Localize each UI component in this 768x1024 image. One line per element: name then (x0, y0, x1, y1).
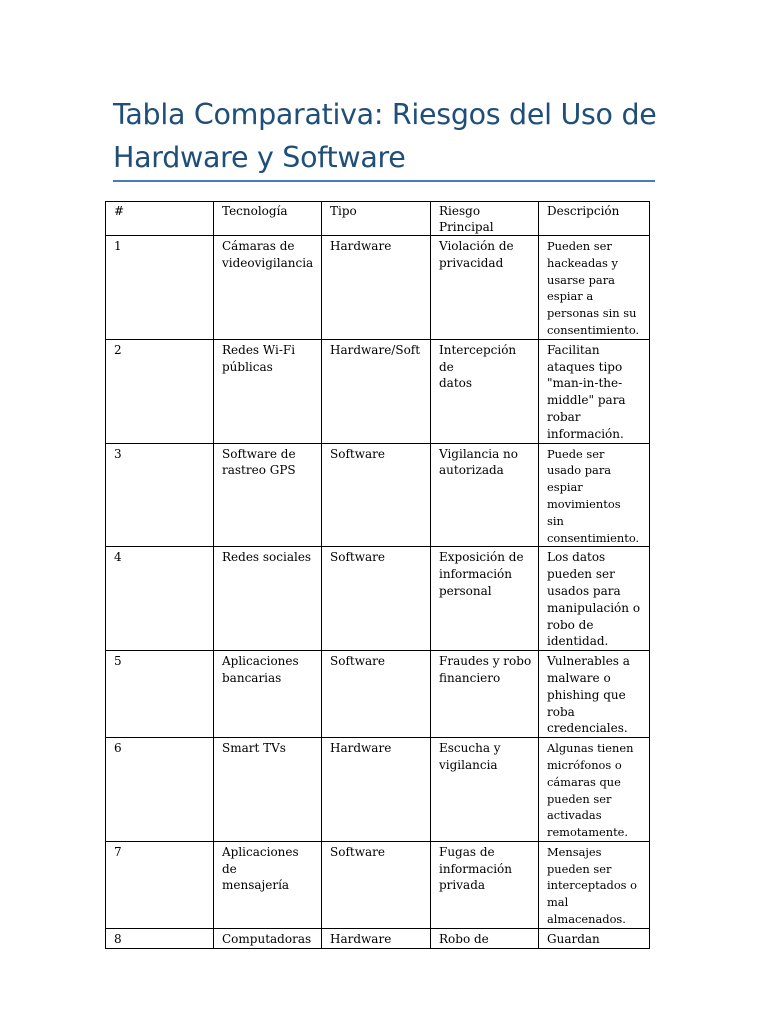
cell-type: Software (322, 443, 431, 547)
cell-risk: Vigilancia no autorizada (431, 443, 539, 547)
table-row (106, 928, 650, 948)
title-underline (113, 180, 655, 182)
header-cell-type: Tipo (322, 202, 431, 236)
cell-number: 4 (106, 547, 214, 651)
cell-number: 2 (106, 339, 214, 443)
header-cell-risk: Riesgo Principal (431, 202, 539, 236)
cell-description: Facilitan ataques tipo "man-in-the- middle" para robar información. (539, 339, 650, 443)
cell-technology: Redes Wi-Fi públicas (214, 339, 322, 443)
cell-description: Los datos pueden ser usados para manipulación o robo de identidad. (539, 547, 650, 651)
cell-type: Software (322, 547, 431, 651)
cell-risk: Exposición de información personal (431, 547, 539, 651)
cell-technology: Cámaras de videovigilancia (214, 236, 322, 340)
header-cell-number: # (106, 202, 214, 236)
table-row (106, 651, 650, 738)
cell-risk: Fraudes y robo financiero (431, 651, 539, 738)
header-cell-description: Descripción (539, 202, 650, 236)
cell-risk: Violación de privacidad (431, 236, 539, 340)
comparison-table (105, 201, 650, 949)
cell-type: Software (322, 651, 431, 738)
cell-description: Vulnerables a malware o phishing que roba credenciales. (539, 651, 650, 738)
cell-number: 5 (106, 651, 214, 738)
table-row (106, 443, 650, 547)
cell-description: Mensajes pueden ser interceptados o mal almacenados. (539, 841, 650, 928)
table-row (106, 339, 650, 443)
table-row (106, 236, 650, 340)
cell-type: Hardware (322, 738, 431, 842)
cell-description: Guardan (539, 928, 650, 948)
cell-number: 6 (106, 738, 214, 842)
cell-risk: Intercepción de datos (431, 339, 539, 443)
cell-number: 1 (106, 236, 214, 340)
cell-type: Hardware (322, 928, 431, 948)
cell-type: Software (322, 841, 431, 928)
cell-technology: Aplicaciones de mensajería (214, 841, 322, 928)
cell-type: Hardware/Soft (322, 339, 431, 443)
cell-number: 3 (106, 443, 214, 547)
cell-technology: Aplicaciones bancarias (214, 651, 322, 738)
cell-description: Puede ser usado para espiar movimientos sin consentimiento. (539, 443, 650, 547)
page-title: Tabla Comparativa: Riesgos del Uso de Hardware y Software (113, 98, 657, 174)
cell-description: Pueden ser hackeadas y usarse para espiar a personas sin su consentimiento. (539, 236, 650, 340)
cell-risk: Escucha y vigilancia (431, 738, 539, 842)
cell-risk: Robo de (431, 928, 539, 948)
cell-type: Hardware (322, 236, 431, 340)
cell-description: Algunas tienen micrófonos o cámaras que pueden ser activadas remotamente. (539, 738, 650, 842)
cell-technology: Redes sociales (214, 547, 322, 651)
cell-number: 8 (106, 928, 214, 948)
table-row (106, 547, 650, 651)
cell-risk: Fugas de información privada (431, 841, 539, 928)
header-cell-technology: Tecnología (214, 202, 322, 236)
table-row (106, 841, 650, 928)
cell-technology: Software de rastreo GPS (214, 443, 322, 547)
table-row (106, 738, 650, 842)
cell-technology: Smart TVs (214, 738, 322, 842)
cell-technology: Computadoras (214, 928, 322, 948)
cell-number: 7 (106, 841, 214, 928)
table-header-row (106, 202, 650, 236)
